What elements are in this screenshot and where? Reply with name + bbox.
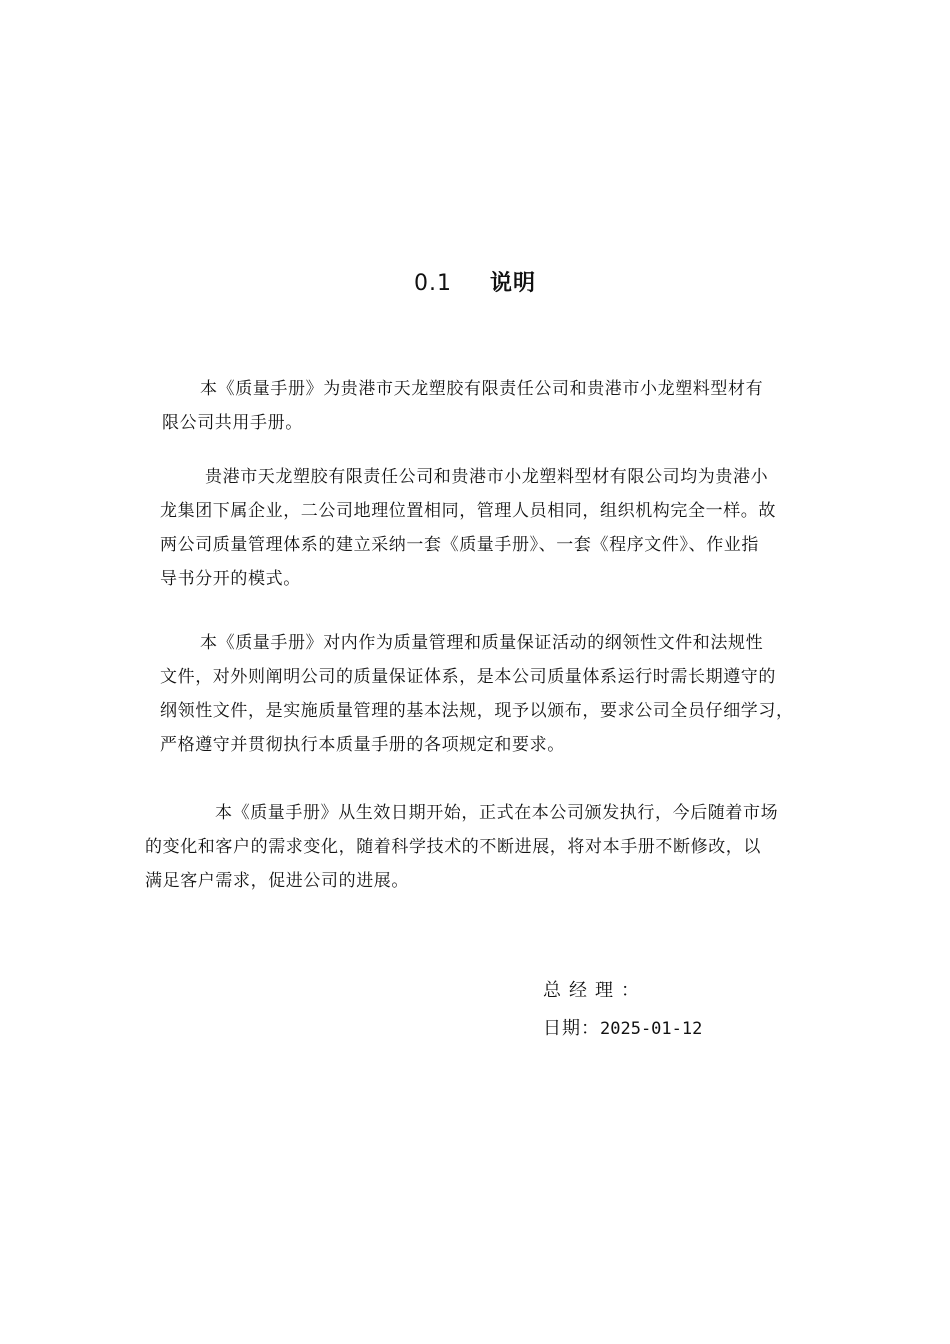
section-number: 0.1 <box>413 271 452 296</box>
paragraph-line: 的变化和客户的需求变化，随着科学技术的不断进展，将对本手册不断修改，以 <box>145 837 761 857</box>
manager-label: 总经理： <box>543 980 647 1001</box>
section-title: 说明 <box>489 271 536 296</box>
paragraph-1 <box>162 372 842 440</box>
signature-block <box>543 972 702 1048</box>
paragraph-2 <box>160 460 840 596</box>
paragraph-line: 导书分开的模式。 <box>160 569 301 589</box>
paragraph-line: 严格遵守并贯彻执行本质量手册的各项规定和要求。 <box>160 735 565 755</box>
date-row <box>543 1010 702 1048</box>
paragraph-line: 限公司共用手册。 <box>162 413 303 433</box>
paragraph-line: 两公司质量管理体系的建立采纳一套《质量手册》、一套《程序文件》、作业指 <box>160 535 759 555</box>
paragraph-line: 纲领性文件，是实施质量管理的基本法规，现予以颁布，要求公司全员仔细学习， <box>160 701 794 721</box>
paragraph-line: 本《质量手册》为贵港市天龙塑胶有限责任公司和贵港市小龙塑料型材有 <box>200 379 764 399</box>
paragraph-3 <box>160 626 850 762</box>
date-label: 日期： <box>543 1018 600 1039</box>
paragraph-4 <box>145 796 845 898</box>
paragraph-line: 龙集团下属企业，二公司地理位置相同，管理人员相同，组织机构完全一样。故 <box>160 501 776 521</box>
section-heading <box>0 266 950 297</box>
date-value: 2025-01-12 <box>600 1019 703 1039</box>
paragraph-line: 满足客户需求，促进公司的进展。 <box>145 871 409 891</box>
paragraph-line: 文件，对外则阐明公司的质量保证体系，是本公司质量体系运行时需长期遵守的 <box>160 667 776 687</box>
paragraph-line: 贵港市天龙塑胶有限责任公司和贵港市小龙塑料型材有限公司均为贵港小 <box>205 467 769 487</box>
paragraph-line: 本《质量手册》对内作为质量管理和质量保证活动的纲领性文件和法规性 <box>200 633 764 653</box>
paragraph-line: 本《质量手册》从生效日期开始，正式在本公司颁发执行，今后随着市场 <box>215 803 779 823</box>
